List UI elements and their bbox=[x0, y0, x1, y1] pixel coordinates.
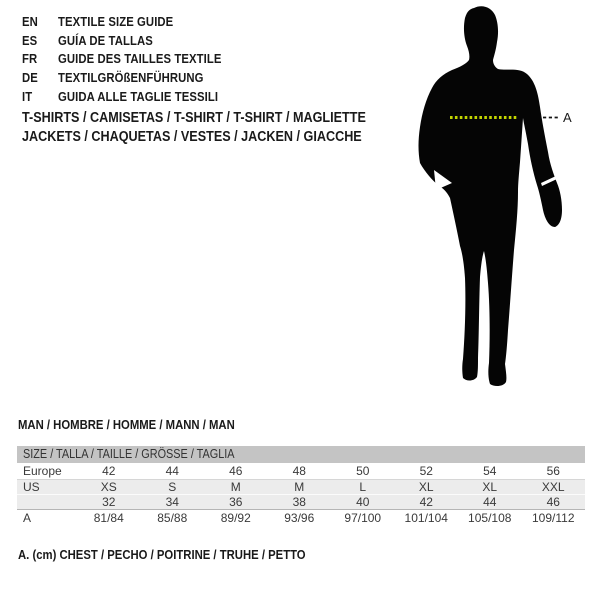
language-row bbox=[22, 88, 246, 107]
man-silhouette bbox=[419, 6, 563, 386]
size-cell: 32 bbox=[77, 494, 141, 509]
size-cell: 38 bbox=[268, 494, 332, 509]
size-cell: 46 bbox=[204, 464, 268, 479]
size-cell: XL bbox=[458, 479, 522, 494]
size-cell: 97/100 bbox=[344, 510, 382, 525]
language-list bbox=[22, 13, 246, 106]
language-title: GUIDE DES TAILLES TEXTILE bbox=[58, 51, 222, 67]
language-row bbox=[22, 32, 246, 51]
size-cell: 81/84 bbox=[93, 510, 124, 525]
language-code: IT bbox=[22, 88, 33, 104]
size-cell: M bbox=[204, 479, 268, 494]
row-label bbox=[17, 494, 77, 509]
table-row-us bbox=[17, 479, 585, 494]
size-cell: 101/104 bbox=[404, 510, 448, 525]
size-cell: 34 bbox=[141, 494, 205, 509]
size-cell: M bbox=[268, 479, 332, 494]
table-row-chest-cm bbox=[17, 509, 585, 526]
size-table-header: SIZE / TALLA / TAILLE / GRÖSSE / TAGLIA bbox=[17, 446, 585, 463]
row-label: A bbox=[23, 510, 32, 525]
size-cell: 44 bbox=[141, 464, 205, 479]
size-cell: XS bbox=[77, 479, 141, 494]
table-row-numeric bbox=[17, 494, 585, 509]
language-row bbox=[22, 13, 246, 32]
language-code: ES bbox=[22, 32, 38, 48]
category-block bbox=[22, 109, 417, 146]
size-cell: 36 bbox=[204, 494, 268, 509]
size-table bbox=[17, 446, 585, 526]
language-title: GUIDA ALLE TAGLIE TESSILI bbox=[58, 88, 219, 104]
size-table-grid bbox=[17, 464, 585, 526]
size-cell: XL bbox=[395, 479, 459, 494]
language-row bbox=[22, 69, 246, 88]
language-title: TEXTILGRÖßENFÜHRUNG bbox=[58, 70, 204, 86]
size-cell: 44 bbox=[458, 494, 522, 509]
section-title-man: MAN / HOMBRE / HOMME / MANN / MAN bbox=[18, 417, 235, 432]
size-cell: 89/92 bbox=[220, 510, 251, 525]
size-cell: L bbox=[331, 479, 395, 494]
size-cell: 40 bbox=[331, 494, 395, 509]
size-cell: 85/88 bbox=[157, 510, 188, 525]
language-code: FR bbox=[22, 51, 38, 67]
size-cell: 52 bbox=[395, 464, 459, 479]
category-jackets: JACKETS / CHAQUETAS / VESTES / JACKEN / GIACCHE bbox=[22, 128, 362, 145]
size-cell: 46 bbox=[522, 494, 586, 509]
size-cell: 109/112 bbox=[532, 510, 575, 525]
row-label: US bbox=[17, 479, 77, 494]
measure-label-a: A bbox=[563, 110, 572, 125]
language-code: DE bbox=[22, 70, 38, 86]
table-row-europe bbox=[17, 464, 585, 479]
size-cell: 42 bbox=[395, 494, 459, 509]
category-tshirts: T-SHIRTS / CAMISETAS / T-SHIRT / T-SHIRT / MAGLIETTE bbox=[22, 110, 366, 126]
size-cell: 54 bbox=[458, 464, 522, 479]
size-cell: 48 bbox=[268, 464, 332, 479]
size-cell: 42 bbox=[77, 464, 141, 479]
measurement-footnote: A. (cm) CHEST / PECHO / POITRINE / TRUHE / PETTO bbox=[18, 547, 306, 562]
size-cell: 50 bbox=[331, 464, 395, 479]
language-title: GUÍA DE TALLAS bbox=[58, 32, 153, 48]
language-title: TEXTILE SIZE GUIDE bbox=[58, 14, 174, 29]
size-cell: XXL bbox=[522, 479, 586, 494]
man-silhouette-figure bbox=[390, 0, 600, 410]
size-cell: 56 bbox=[522, 464, 586, 479]
row-label: Europe bbox=[17, 464, 77, 479]
language-row bbox=[22, 50, 246, 69]
size-cell: S bbox=[141, 479, 205, 494]
size-cell: 105/108 bbox=[468, 510, 512, 525]
language-code: EN bbox=[22, 14, 38, 29]
size-cell: 93/96 bbox=[284, 510, 315, 525]
